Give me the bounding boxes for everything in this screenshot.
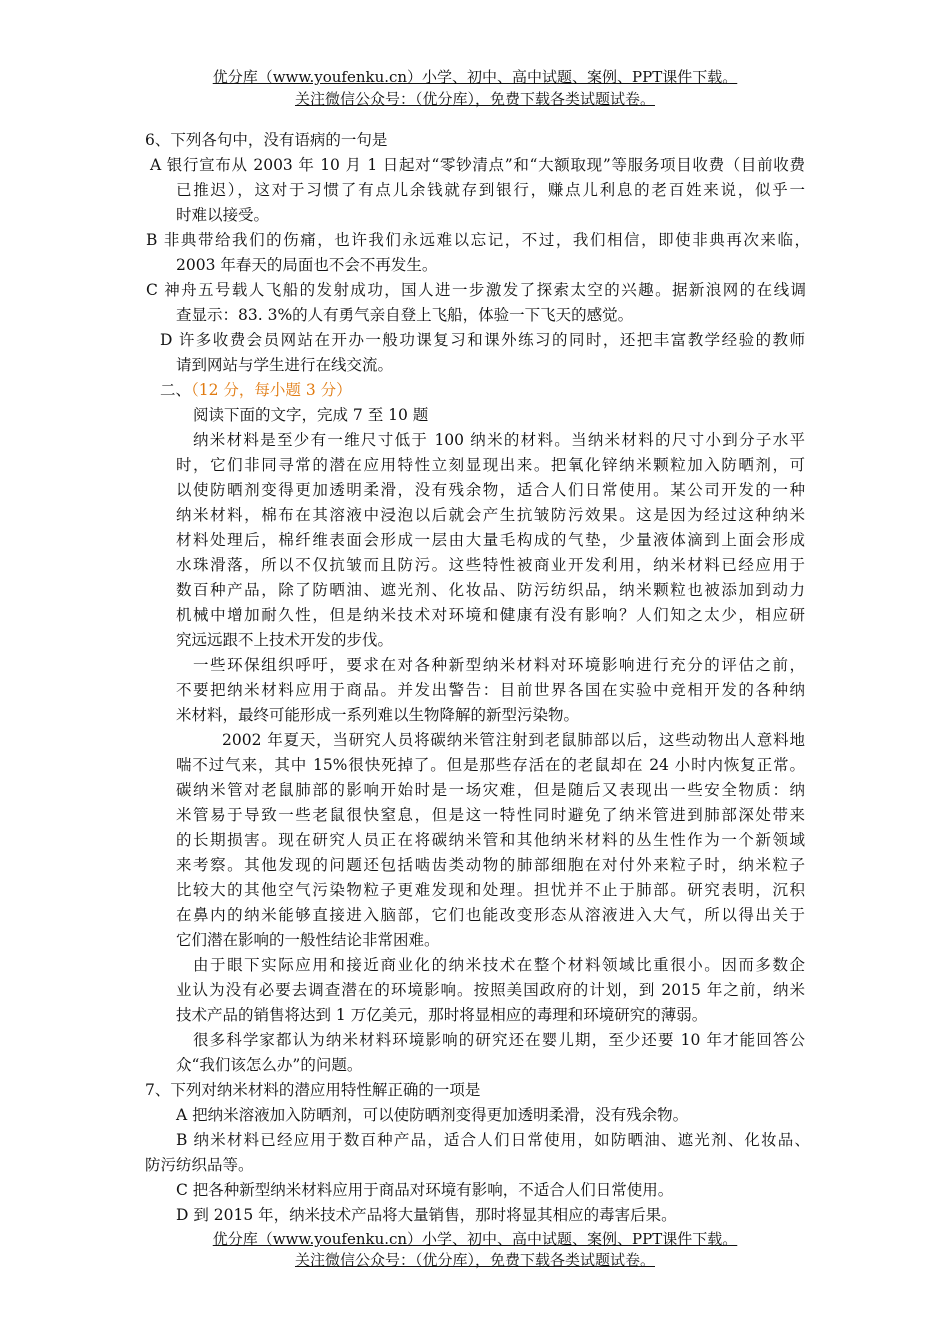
q6-option-a-line3: 时难以接受。 <box>176 206 270 224</box>
q7-option-b-line1: B 纳米材料已经应用于数百种产品，适合人们日常使用，如防晒油、遮光剂、化妆品、 <box>176 1131 810 1149</box>
q6-option-b-line1: B 非典带给我们的伤痛，也许我们永远难以忘记，不过，我们相信，即使非典再次来临， <box>146 231 810 249</box>
q6-option-d-line1: D 许多收费会员网站在开办一般功课复习和课外练习的同时，还把丰富教学经验的教师 <box>160 331 805 349</box>
passage-line: 究远远跟不上技术开发的步伐。 <box>176 631 394 649</box>
footer-line-2: 关注微信公众号：（优分库），免费下载各类试题试卷。 <box>294 1251 655 1269</box>
passage-line: 数百种产品，除了防晒油、遮光剂、化妆品、防污纺织品，纳米颗粒也被添加到动力 <box>176 581 805 599</box>
passage-line: 一些环保组织呼吁，要求在对各种新型纳米材料对环境影响进行充分的评估之前， <box>193 656 805 674</box>
q6-option-c-line1: C 神舟五号载人飞船的发射成功，国人进一步激发了探索太空的兴趣。据新浪网的在线调 <box>146 281 806 299</box>
header-line-1: 优分库（www.youfenku.cn）小学、初中、高中试题、案例、PPT课件下载。 <box>212 68 738 86</box>
passage-line: 材料处理后，棉纤维表面会形成一层由大量毛构成的气垫，少量液体滴到上面会形成 <box>176 531 805 549</box>
q6-option-c-line2: 查显示：83. 3%的人有勇气亲自登上飞船，体验一下飞天的感觉。 <box>176 306 634 324</box>
passage-line: 米管易于导致一些老鼠很快窒息，但是这一特性同时避免了纳米管进到肺部深处带来 <box>176 806 805 824</box>
passage-line: 喘不过气来，其中 15%很快死掉了。但是那些存活在的老鼠却在 24 小时内恢复正常。 <box>176 756 805 774</box>
q7-option-a: A 把纳米溶液加入防晒剂，可以使防晒剂变得更加透明柔滑，没有残余物。 <box>176 1106 689 1124</box>
section-2-heading: 二、（12 分，每小题 3 分） <box>160 381 352 399</box>
q7-option-d: D 到 2015 年，纳米技术产品将大量销售，那时将显其相应的毒害后果。 <box>176 1206 677 1224</box>
passage-line: 时，它们非同寻常的潜在应用特性立刻显现出来。把氧化锌纳米颗粒加入防晒剂，可 <box>176 456 805 474</box>
passage-line: 很多科学家都认为纳米材料环境影响的研究还在婴儿期，至少还要 10 年才能回答公 <box>193 1031 805 1049</box>
section-2-instruction: 阅读下面的文字，完成 7 至 10 题 <box>193 406 429 424</box>
q6-stem: 6、下列各句中，没有语病的一句是 <box>145 131 388 149</box>
passage-line: 由于眼下实际应用和接近商业化的纳米技术在整个材料领域比重很小。因而多数企 <box>193 956 805 974</box>
passage-line: 比较大的其他空气污染物粒子更难发现和处理。担忧并不止于肺部。研究表明，沉积 <box>176 881 805 899</box>
passage-line: 不要把纳米材料应用于商品。并发出警告：目前世界各国在实验中竞相开发的各种纳 <box>176 681 805 699</box>
passage-line: 以使防晒剂变得更加透明柔滑，没有残余物，适合人们日常使用。某公司开发的一种 <box>176 481 805 499</box>
q7-option-b-line2: 防污纺织品等。 <box>145 1156 254 1174</box>
passage-line: 碳纳米管对老鼠肺部的影响开始时是一场灾难，但是随后又表现出一些安全物质：纳 <box>176 781 805 799</box>
passage-line: 来考察。其他发现的问题还包括啮齿类动物的肺部细胞在对付外来粒子时，纳米粒子 <box>176 856 805 874</box>
q6-option-a-line1: A 银行宣布从 2003 年 10 月 1 日起对“零钞清点”和“大额取现”等服务项目收费（目前收费 <box>150 156 805 174</box>
q7-option-c: C 把各种新型纳米材料应用于商品对环境有影响，不适合人们日常使用。 <box>176 1181 674 1199</box>
passage-line: 众“我们该怎么办”的问题。 <box>176 1056 363 1074</box>
passage-line: 技术产品的销售将达到 1 万亿美元，那时将显相应的毒理和环境研究的薄弱。 <box>176 1006 708 1024</box>
passage-line: 纳米材料是至少有一维尺寸低于 100 纳米的材料。当纳米材料的尺寸小到分子水平 <box>193 431 805 449</box>
passage-line: 纳米材料，棉布在其溶液中浸泡以后就会产生抗皱防污效果。这是因为经过这种纳米 <box>176 506 805 524</box>
passage-line: 米材料，最终可能形成一系列难以生物降解的新型污染物。 <box>176 706 580 724</box>
q6-option-b-line2: 2003 年春天的局面也不会不再发生。 <box>176 256 438 274</box>
q6-option-d-line2: 请到网站与学生进行在线交流。 <box>176 356 394 374</box>
passage-line: 水珠滑落，所以不仅抗皱而且防污。这些特性被商业开发利用，纳米材料已经应用于 <box>176 556 805 574</box>
passage-line: 在鼻内的纳米能够直接进入脑部，它们也能改变形态从溶液进入大气，所以得出关于 <box>176 906 805 924</box>
passage-line: 机械中增加耐久性，但是纳米技术对环境和健康有没有影响？人们知之太少，相应研 <box>176 606 805 624</box>
footer-line-1: 优分库（www.youfenku.cn）小学、初中、高中试题、案例、PPT课件下载。 <box>212 1230 738 1248</box>
header-line-2: 关注微信公众号：（优分库），免费下载各类试题试卷。 <box>294 90 655 108</box>
passage-line: 业认为没有必要去调查潜在的环境影响。按照美国政府的计划，到 2015 年之前，纳米 <box>176 981 805 999</box>
q6-option-a-line2: 已推迟），这对于习惯了有点儿余钱就存到银行，赚点儿利息的老百姓来说，似乎一 <box>176 181 805 199</box>
passage-line: 2002 年夏天，当研究人员将碳纳米管注射到老鼠肺部以后，这些动物出人意料地 <box>222 731 805 749</box>
passage-line: 的长期损害。现在研究人员正在将碳纳米管和其他纳米材料的丛生性作为一个新领域 <box>176 831 805 849</box>
passage-line: 它们潜在影响的一般性结论非常困难。 <box>176 931 440 949</box>
q7-stem: 7、下列对纳米材料的潜应用特性解正确的一项是 <box>145 1081 481 1099</box>
